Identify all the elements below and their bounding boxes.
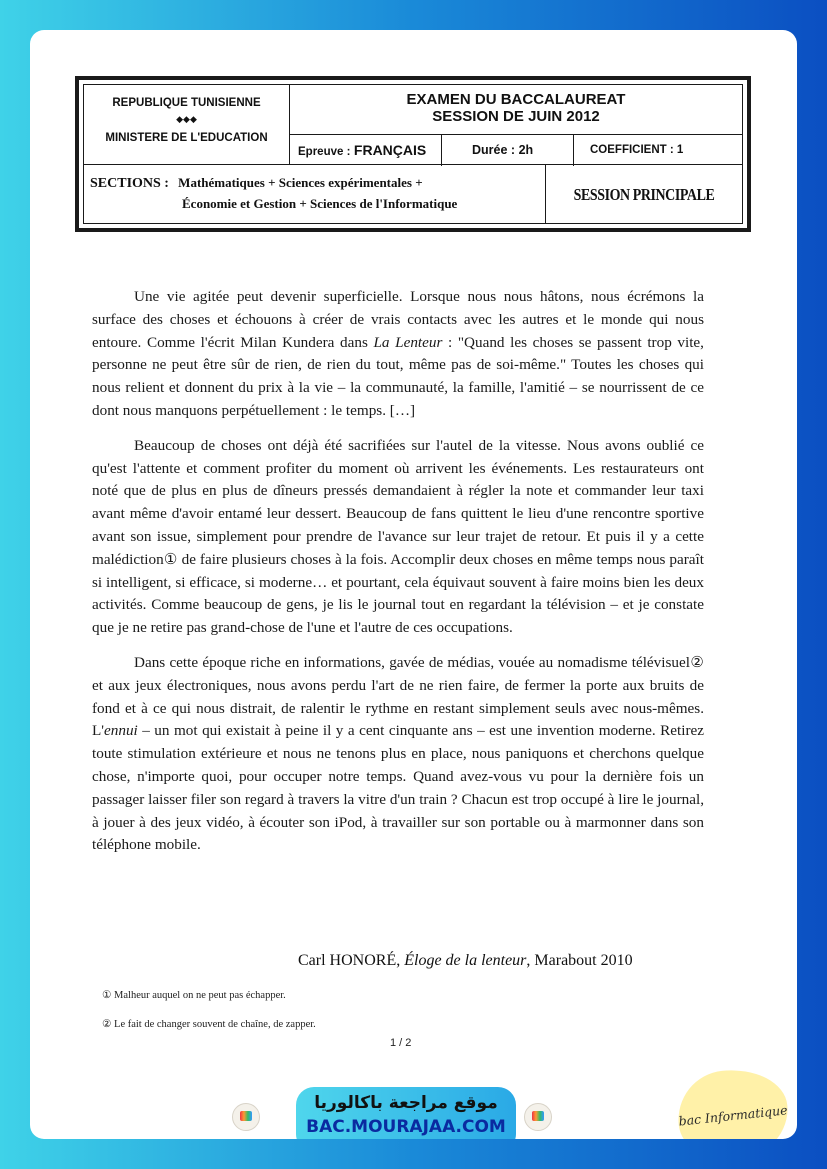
footnote-mark-2: ② [689,653,704,671]
sections-line-1: Mathématiques + Sciences expérimentales + [178,175,423,190]
banner-arabic-title: موقع مراجعة باكالوريا [314,1093,498,1113]
sections-line-2: Économie et Gestion + Sciences de l'Informatique [182,196,458,211]
session-principale-stamp: SESSION PRINCIPALE [573,185,715,204]
attribution-book: Éloge de la lenteur [404,952,527,969]
attribution: Carl HONORÉ, Éloge de la lenteur, Marabout 2010 [298,952,633,969]
epreuve-value: FRANÇAIS [353,142,427,158]
duree-value: 2h [518,143,534,157]
republic-label: REPUBLIQUE TUNISIENNE [112,97,261,109]
bac-informatique-badge: bac Informatique [674,1064,793,1139]
epreuve-cell: Epreuve : FRANÇAIS [290,135,442,166]
book-title: La Lenteur [373,333,443,351]
exam-header [75,76,751,232]
exam-session: SESSION DE JUIN 2012 [432,108,600,125]
duree-cell: Durée : 2h [442,135,574,166]
footnote-mark-1: ① [163,550,178,568]
site-logo-icon [232,1103,260,1131]
banner-url-link[interactable]: BAC.MOURAJAA.COM [306,1117,506,1137]
page-number: 1 / 2 [390,1037,412,1049]
exam-title: EXAMEN DU BACCALAUREAT [406,91,626,108]
coefficient-value: 1 [676,144,684,156]
paragraph-2: Beaucoup de choses ont déjà été sacrifiées sur l'autel de la vitesse. Nous avons oublié ce qu'est l'attente et comment profiter du moment où arrivent les événements. Les restaurateurs ont noté que de plus en plus de dîneurs pressés demandaient à régler la note et commander leur taxi avant même d'avoir entamé leur dessert. Beaucoup de fans quittent le lieu d'une rencontre sportive avant son issue, simplement pour prendre de l'avance sur leur trajet de retour. Et puis il y a cette malédiction① de faire plusieurs choses à la fois. Accomplir deux choses en même temps nous paraît si intelligent, si efficace, si moderne… et pourtant, cela équivaut souvent à faire moins bien les deux activités. Comme beaucoup de gens, je lis le journal tout en regardant la télévision – et je constate que je ne retire pas grand-chose de l'une et l'autre de ces occupations. [92,436,704,637]
exam-details-row [290,134,742,166]
coefficient-cell: COEFFICIENT : 1 [590,144,684,156]
document-page [30,30,797,1139]
footnote-2: ② Le fait de changer souvent de chaîne, de zapper. [102,1019,316,1030]
sections-block [84,165,546,223]
exam-text [92,286,704,869]
ennui-word: ennui [104,722,138,740]
ministry-block [84,85,290,165]
paragraph-3: Dans cette époque riche en informations, gavée de médias, vouée au nomadisme télévisuel② et aux jeux électroniques, nous avons perdu l'art de ne rien faire, de fermer la porte aux bruits de fond et à ce qui nous distrait, de ralentir le rythme en restant simplement seuls avec nous-mêmes. L'ennui – un mot qui existait à peine il y a cent cinquante ans – est une invention moderne. Retirez toute stimulation extérieure et nous ne tenons plus en place, nous paniquons et cherchons quelque chose, n'importe quoi, pour occuper notre temps. Quand avez-vous vu pour la dernière fois un passager laisser filer son regard à travers la vitre d'un train ? Chacun est trop occupé à lire le journal, à jouer à des jeux vidéo, à écouter son iPod, à travailler sur son portable ou à marmonner dans son téléphone mobile. [92,653,704,854]
ornament: ◆◆◆ [176,114,197,124]
footnote-1: ① Malheur auquel on ne peut pas échapper. [102,990,286,1001]
paragraph-1: Une vie agitée peut devenir superficielle. Lorsque nous nous hâtons, nous écrémons la surface des choses et échouons à créer de vrais contacts avec les autres et le monde qui nous entoure. Comme l'écrit Milan Kundera dans La Lenteur : "Quand les choses se passent trop vite, personne ne peut être sûr de rien, de rien du tout, même pas de soi-même." Toutes les choses qui nous relient et donnent du prix à la vie – la communauté, la famille, l'amitié – se nourrissent de ce dont nous manquons perpétuellement : le temps. […] [92,288,704,419]
ministry-label: MINISTERE DE L'EDUCATION [105,132,268,144]
sections-label: SECTIONS : [90,176,169,191]
site-banner[interactable] [296,1087,516,1139]
site-logo-icon [524,1103,552,1131]
